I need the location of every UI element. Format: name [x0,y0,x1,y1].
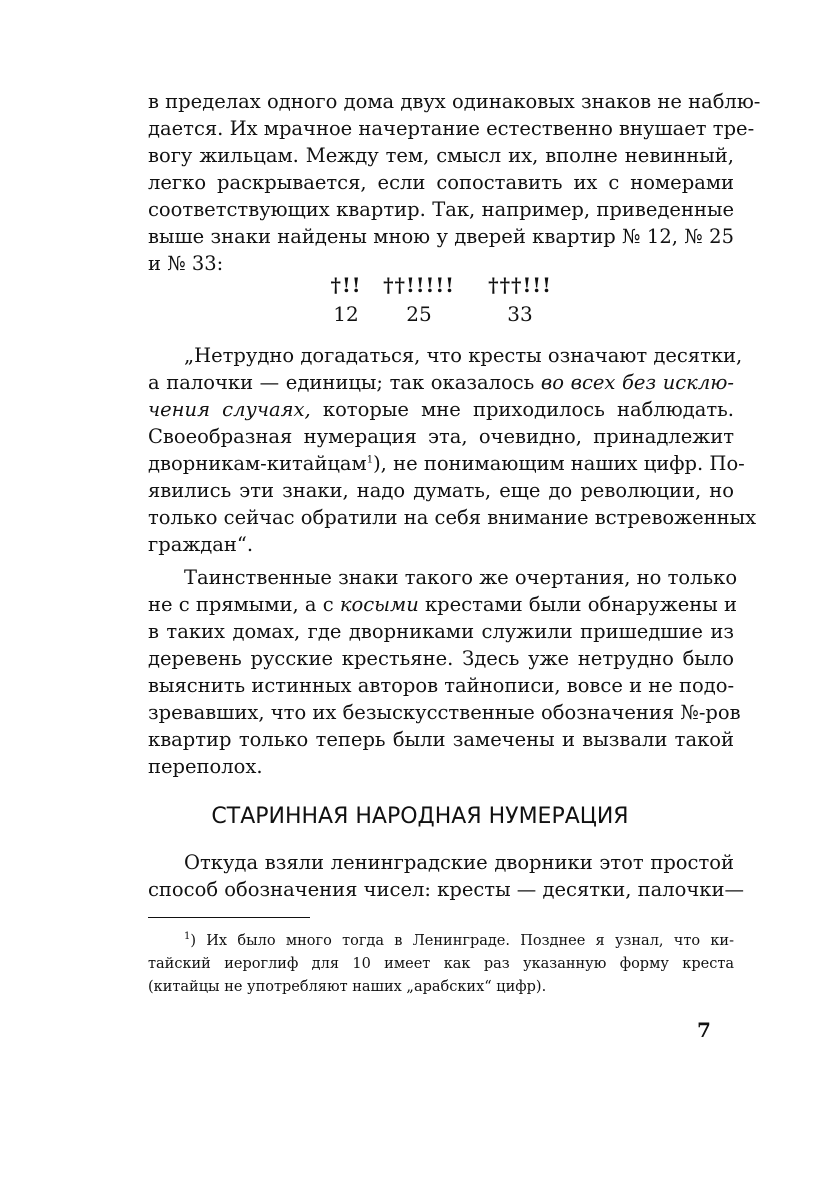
italic-text: косыми [339,593,419,616]
text-line [148,450,745,477]
footnote-line: (китайцы не употребляют наших „арабских“ цифр). [148,979,547,995]
cross-stick-symbol: †††!!! [488,273,552,297]
text-line: явились эти знаки, надо думать, еще до революции, но [148,479,734,502]
page-number: 7 [697,1018,711,1042]
text-line: выяснить истинных авторов тайнописи, вовсе и не подо- [148,674,735,697]
text-line: вогу жильцам. Между тем, смысл их, вполне невинный, [148,144,734,167]
door-mark-33 [460,270,580,328]
footnote-marker: 1 [184,931,191,943]
apartment-number: 33 [507,302,533,326]
text-line: „Нетрудно догадаться, что кресты означают десятки, [184,344,743,367]
text-line: дается. Их мрачное начертание естественно внушает тре- [148,117,755,140]
text-line: соответствующих квартир. Так, например, приведенные [148,198,734,221]
text-line [148,591,737,618]
text-line: переполох. [148,755,263,778]
italic-text: чения случаях, [148,398,311,421]
text-fragment: ) Их было много тогда в Ленинграде. Позднее я узнал, что ки- [190,933,734,949]
text-fragment: ), не понимающим наших цифр. По- [373,452,745,475]
text-line: зревавших, что их безыскусственные обозначения №-ров [148,701,741,724]
footnote-line: тайский иероглиф для 10 имеет как раз указанную форму креста [148,956,734,972]
text-line [148,396,734,423]
text-line: легко раскрывается, если сопоставить их с номерами [148,171,734,194]
footnote-line [184,930,734,953]
text-fragment: дворникам-китайцам [148,452,367,475]
text-fragment: не с прямыми, а с [148,593,340,616]
text-fragment: которые мне приходилось наблюдать. [310,398,734,421]
text-line: Таинственные знаки такого же очертания, но только [184,566,738,589]
text-fragment: а палочки — единицы; так оказалось [148,371,541,394]
text-line: в пределах одного дома двух одинаковых знаков не наблю- [148,90,761,113]
text-line: граждан“. [148,533,254,556]
cross-stick-symbol: ††!!!!! [383,273,455,297]
text-line: в таких домах, где дворниками служили пришедшие из [148,620,734,643]
text-line: Своеобразная нумерация эта, очевидно, принадлежит [148,425,734,448]
text-line: способ обозначения чисел: кресты — десятки, палочки— [148,878,744,901]
text-line [148,369,734,396]
italic-text: во всех без исклю- [540,371,735,394]
footnote-divider [148,917,310,918]
footnote-marker: 1 [366,454,374,466]
text-line: деревень русские крестьяне. Здесь уже нетрудно было [148,647,734,670]
apartment-number: 12 [333,302,359,326]
text-line: квартир только теперь были замечены и вызвали такой [148,728,734,751]
apartment-number: 25 [406,302,432,326]
section-heading: СТАРИННАЯ НАРОДНАЯ НУМЕРАЦИЯ [211,804,629,829]
text-line: только сейчас обратили на себя внимание встревоженных [148,506,757,529]
cross-stick-symbol: †!! [330,273,362,297]
text-line: выше знаки найдены мною у дверей квартир № 12, № 25 [148,225,734,248]
text-line: Откуда взяли ленинградские дворники этот простой [184,851,734,874]
text-line: и № 33: [148,252,224,275]
text-fragment: крестами были обнаружены и [418,593,737,616]
